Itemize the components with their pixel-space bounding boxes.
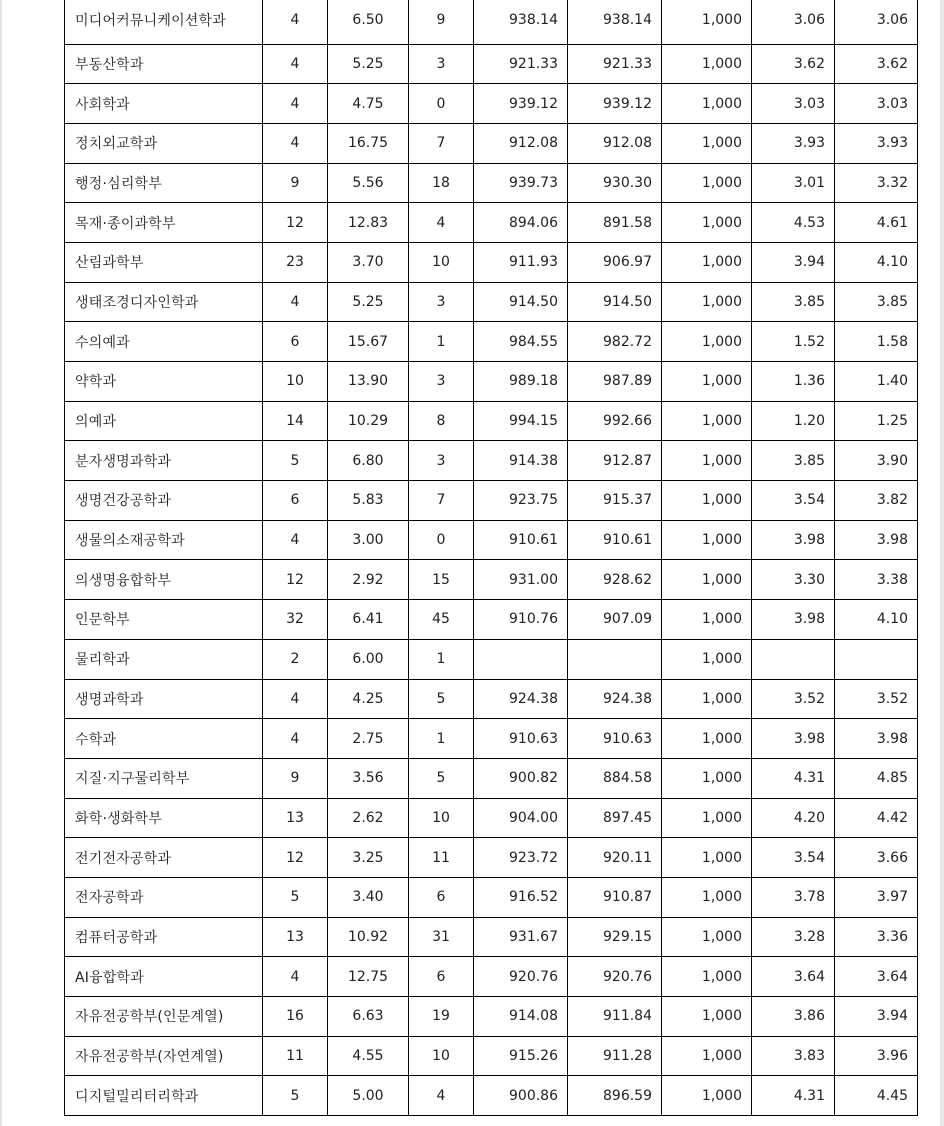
quota-cell: 4 — [263, 719, 328, 759]
score-cutoff-cell: 920.76 — [568, 957, 662, 997]
competition-rate-cell: 6.41 — [328, 600, 409, 640]
waitlist-cell: 10 — [409, 1036, 474, 1076]
table-row — [65, 520, 918, 560]
table-row — [65, 560, 918, 600]
score-average-cell: 923.72 — [474, 838, 568, 878]
grade-average-cell — [752, 639, 835, 679]
grade-cutoff-cell: 3.66 — [835, 838, 918, 878]
score-average-cell: 914.38 — [474, 441, 568, 481]
score-cutoff-cell: 897.45 — [568, 798, 662, 838]
grade-cutoff-cell: 3.38 — [835, 560, 918, 600]
score-average-cell: 894.06 — [474, 203, 568, 243]
department-name: 의예과 — [65, 401, 263, 441]
grade-average-cell: 3.54 — [752, 481, 835, 521]
table-row — [65, 0, 918, 44]
max-score-cell: 1,000 — [662, 1076, 752, 1116]
score-average-cell: 920.76 — [474, 957, 568, 997]
department-name: 수의예과 — [65, 322, 263, 362]
competition-rate-cell: 6.80 — [328, 441, 409, 481]
grade-average-cell: 3.85 — [752, 282, 835, 322]
table-row — [65, 44, 918, 84]
department-name: 컴퓨터공학과 — [65, 917, 263, 957]
table-row — [65, 1036, 918, 1076]
quota-cell: 6 — [263, 322, 328, 362]
max-score-cell: 1,000 — [662, 441, 752, 481]
table-row — [65, 957, 918, 997]
grade-cutoff-cell: 3.82 — [835, 481, 918, 521]
score-cutoff-cell: 992.66 — [568, 401, 662, 441]
department-name: 화학·생화학부 — [65, 798, 263, 838]
quota-cell: 4 — [263, 282, 328, 322]
quota-cell: 4 — [263, 0, 328, 44]
competition-rate-cell: 10.29 — [328, 401, 409, 441]
competition-rate-cell: 5.25 — [328, 44, 409, 84]
max-score-cell: 1,000 — [662, 0, 752, 44]
grade-cutoff-cell: 4.42 — [835, 798, 918, 838]
grade-cutoff-cell: 1.25 — [835, 401, 918, 441]
waitlist-cell: 6 — [409, 877, 474, 917]
quota-cell: 4 — [263, 679, 328, 719]
table-row — [65, 203, 918, 243]
quota-cell: 4 — [263, 44, 328, 84]
quota-cell: 2 — [263, 639, 328, 679]
competition-rate-cell: 3.40 — [328, 877, 409, 917]
competition-rate-cell: 15.67 — [328, 322, 409, 362]
waitlist-cell: 45 — [409, 600, 474, 640]
department-name: 목재·종이과학부 — [65, 203, 263, 243]
table-row — [65, 798, 918, 838]
score-cutoff-cell: 911.28 — [568, 1036, 662, 1076]
table-row — [65, 838, 918, 878]
competition-rate-cell: 13.90 — [328, 362, 409, 402]
grade-average-cell: 3.86 — [752, 997, 835, 1037]
table-row — [65, 163, 918, 203]
competition-rate-cell: 6.50 — [328, 0, 409, 44]
department-name: 자유전공학부(인문계열) — [65, 997, 263, 1037]
score-cutoff-cell: 891.58 — [568, 203, 662, 243]
competition-rate-cell: 3.70 — [328, 242, 409, 282]
grade-cutoff-cell: 3.85 — [835, 282, 918, 322]
score-average-cell: 911.93 — [474, 242, 568, 282]
grade-cutoff-cell: 3.93 — [835, 123, 918, 163]
quota-cell: 13 — [263, 917, 328, 957]
table-body — [65, 0, 918, 1116]
admission-results-table-container — [64, 0, 918, 1116]
max-score-cell: 1,000 — [662, 560, 752, 600]
table-row — [65, 84, 918, 124]
waitlist-cell: 10 — [409, 798, 474, 838]
competition-rate-cell: 5.25 — [328, 282, 409, 322]
competition-rate-cell: 12.75 — [328, 957, 409, 997]
grade-average-cell: 1.20 — [752, 401, 835, 441]
score-average-cell: 914.08 — [474, 997, 568, 1037]
max-score-cell: 1,000 — [662, 917, 752, 957]
department-name: 전자공학과 — [65, 877, 263, 917]
grade-average-cell: 3.98 — [752, 520, 835, 560]
quota-cell: 4 — [263, 123, 328, 163]
competition-rate-cell: 2.75 — [328, 719, 409, 759]
grade-average-cell: 3.78 — [752, 877, 835, 917]
max-score-cell: 1,000 — [662, 401, 752, 441]
score-cutoff-cell: 914.50 — [568, 282, 662, 322]
score-cutoff-cell: 912.87 — [568, 441, 662, 481]
score-cutoff-cell: 924.38 — [568, 679, 662, 719]
score-average-cell: 910.61 — [474, 520, 568, 560]
quota-cell: 9 — [263, 758, 328, 798]
quota-cell: 4 — [263, 84, 328, 124]
grade-average-cell: 3.28 — [752, 917, 835, 957]
competition-rate-cell: 3.00 — [328, 520, 409, 560]
table-row — [65, 242, 918, 282]
table-row — [65, 362, 918, 402]
grade-cutoff-cell: 3.36 — [835, 917, 918, 957]
waitlist-cell: 18 — [409, 163, 474, 203]
table-row — [65, 282, 918, 322]
score-average-cell: 914.50 — [474, 282, 568, 322]
max-score-cell: 1,000 — [662, 242, 752, 282]
competition-rate-cell: 2.62 — [328, 798, 409, 838]
score-average-cell: 904.00 — [474, 798, 568, 838]
quota-cell: 4 — [263, 957, 328, 997]
max-score-cell: 1,000 — [662, 679, 752, 719]
waitlist-cell: 8 — [409, 401, 474, 441]
grade-cutoff-cell: 3.94 — [835, 997, 918, 1037]
grade-average-cell: 3.94 — [752, 242, 835, 282]
grade-average-cell: 3.85 — [752, 441, 835, 481]
department-name: 생명과학과 — [65, 679, 263, 719]
grade-average-cell: 1.36 — [752, 362, 835, 402]
grade-average-cell: 4.31 — [752, 1076, 835, 1116]
max-score-cell: 1,000 — [662, 123, 752, 163]
grade-cutoff-cell: 3.06 — [835, 0, 918, 44]
waitlist-cell: 1 — [409, 322, 474, 362]
waitlist-cell: 4 — [409, 203, 474, 243]
grade-cutoff-cell: 3.62 — [835, 44, 918, 84]
max-score-cell: 1,000 — [662, 84, 752, 124]
max-score-cell: 1,000 — [662, 203, 752, 243]
score-cutoff-cell: 928.62 — [568, 560, 662, 600]
grade-cutoff-cell: 3.32 — [835, 163, 918, 203]
table-row — [65, 401, 918, 441]
score-average-cell: 938.14 — [474, 0, 568, 44]
quota-cell: 5 — [263, 877, 328, 917]
grade-cutoff-cell: 3.96 — [835, 1036, 918, 1076]
quota-cell: 5 — [263, 1076, 328, 1116]
grade-cutoff-cell: 3.97 — [835, 877, 918, 917]
score-average-cell: 921.33 — [474, 44, 568, 84]
admission-results-table — [64, 0, 918, 1116]
grade-average-cell: 3.98 — [752, 719, 835, 759]
department-name: 디지털밀리터리학과 — [65, 1076, 263, 1116]
waitlist-cell: 15 — [409, 560, 474, 600]
quota-cell: 9 — [263, 163, 328, 203]
grade-cutoff-cell: 3.90 — [835, 441, 918, 481]
table-row — [65, 639, 918, 679]
department-name: 생태조경디자인학과 — [65, 282, 263, 322]
waitlist-cell: 31 — [409, 917, 474, 957]
score-cutoff-cell: 987.89 — [568, 362, 662, 402]
waitlist-cell: 9 — [409, 0, 474, 44]
max-score-cell: 1,000 — [662, 798, 752, 838]
department-name: 약학과 — [65, 362, 263, 402]
score-cutoff-cell: 912.08 — [568, 123, 662, 163]
score-average-cell: 939.73 — [474, 163, 568, 203]
grade-average-cell: 3.06 — [752, 0, 835, 44]
grade-average-cell: 3.98 — [752, 600, 835, 640]
department-name: 의생명융합학부 — [65, 560, 263, 600]
max-score-cell: 1,000 — [662, 877, 752, 917]
score-cutoff-cell: 910.61 — [568, 520, 662, 560]
score-average-cell: 984.55 — [474, 322, 568, 362]
table-row — [65, 1076, 918, 1116]
quota-cell: 11 — [263, 1036, 328, 1076]
score-average-cell: 924.38 — [474, 679, 568, 719]
max-score-cell: 1,000 — [662, 639, 752, 679]
score-cutoff-cell: 906.97 — [568, 242, 662, 282]
department-name: 사회학과 — [65, 84, 263, 124]
grade-average-cell: 3.83 — [752, 1036, 835, 1076]
max-score-cell: 1,000 — [662, 838, 752, 878]
waitlist-cell: 5 — [409, 758, 474, 798]
department-name: 미디어커뮤니케이션학과 — [65, 0, 263, 44]
waitlist-cell: 0 — [409, 520, 474, 560]
score-average-cell: 900.82 — [474, 758, 568, 798]
score-average-cell: 989.18 — [474, 362, 568, 402]
max-score-cell: 1,000 — [662, 362, 752, 402]
score-cutoff-cell: 907.09 — [568, 600, 662, 640]
table-row — [65, 917, 918, 957]
grade-average-cell: 3.01 — [752, 163, 835, 203]
waitlist-cell: 3 — [409, 282, 474, 322]
waitlist-cell: 5 — [409, 679, 474, 719]
grade-cutoff-cell: 4.10 — [835, 242, 918, 282]
grade-cutoff-cell: 3.64 — [835, 957, 918, 997]
quota-cell: 32 — [263, 600, 328, 640]
score-cutoff-cell: 911.84 — [568, 997, 662, 1037]
competition-rate-cell: 4.75 — [328, 84, 409, 124]
competition-rate-cell: 6.63 — [328, 997, 409, 1037]
max-score-cell: 1,000 — [662, 163, 752, 203]
department-name: 인문학부 — [65, 600, 263, 640]
table-row — [65, 600, 918, 640]
quota-cell: 12 — [263, 560, 328, 600]
grade-average-cell: 1.52 — [752, 322, 835, 362]
waitlist-cell: 11 — [409, 838, 474, 878]
competition-rate-cell: 5.83 — [328, 481, 409, 521]
quota-cell: 13 — [263, 798, 328, 838]
quota-cell: 14 — [263, 401, 328, 441]
department-name: 물리학과 — [65, 639, 263, 679]
grade-average-cell: 4.53 — [752, 203, 835, 243]
competition-rate-cell: 10.92 — [328, 917, 409, 957]
score-average-cell — [474, 639, 568, 679]
max-score-cell: 1,000 — [662, 957, 752, 997]
competition-rate-cell: 3.56 — [328, 758, 409, 798]
grade-average-cell: 3.62 — [752, 44, 835, 84]
score-average-cell: 915.26 — [474, 1036, 568, 1076]
grade-average-cell: 3.03 — [752, 84, 835, 124]
max-score-cell: 1,000 — [662, 520, 752, 560]
department-name: 분자생명과학과 — [65, 441, 263, 481]
grade-cutoff-cell: 3.98 — [835, 719, 918, 759]
competition-rate-cell: 4.25 — [328, 679, 409, 719]
score-average-cell: 900.86 — [474, 1076, 568, 1116]
score-average-cell: 916.52 — [474, 877, 568, 917]
score-cutoff-cell: 938.14 — [568, 0, 662, 44]
table-row — [65, 481, 918, 521]
grade-cutoff-cell: 3.98 — [835, 520, 918, 560]
department-name: 지질·지구물리학부 — [65, 758, 263, 798]
max-score-cell: 1,000 — [662, 758, 752, 798]
table-row — [65, 877, 918, 917]
score-cutoff-cell: 910.63 — [568, 719, 662, 759]
competition-rate-cell: 5.56 — [328, 163, 409, 203]
score-average-cell: 912.08 — [474, 123, 568, 163]
competition-rate-cell: 3.25 — [328, 838, 409, 878]
max-score-cell: 1,000 — [662, 322, 752, 362]
score-average-cell: 923.75 — [474, 481, 568, 521]
score-cutoff-cell: 939.12 — [568, 84, 662, 124]
waitlist-cell: 19 — [409, 997, 474, 1037]
score-cutoff-cell: 921.33 — [568, 44, 662, 84]
waitlist-cell: 7 — [409, 481, 474, 521]
grade-cutoff-cell: 1.40 — [835, 362, 918, 402]
max-score-cell: 1,000 — [662, 600, 752, 640]
score-average-cell: 931.00 — [474, 560, 568, 600]
score-average-cell: 931.67 — [474, 917, 568, 957]
department-name: AI융합학과 — [65, 957, 263, 997]
score-cutoff-cell: 910.87 — [568, 877, 662, 917]
grade-average-cell: 3.64 — [752, 957, 835, 997]
competition-rate-cell: 6.00 — [328, 639, 409, 679]
table-row — [65, 679, 918, 719]
page-edge-left — [0, 0, 2, 1126]
table-row — [65, 441, 918, 481]
max-score-cell: 1,000 — [662, 719, 752, 759]
competition-rate-cell: 5.00 — [328, 1076, 409, 1116]
department-name: 정치외교학과 — [65, 123, 263, 163]
max-score-cell: 1,000 — [662, 44, 752, 84]
competition-rate-cell: 16.75 — [328, 123, 409, 163]
max-score-cell: 1,000 — [662, 1036, 752, 1076]
grade-average-cell: 3.54 — [752, 838, 835, 878]
table-row — [65, 123, 918, 163]
score-cutoff-cell: 915.37 — [568, 481, 662, 521]
max-score-cell: 1,000 — [662, 282, 752, 322]
department-name: 산림과학부 — [65, 242, 263, 282]
score-average-cell: 939.12 — [474, 84, 568, 124]
quota-cell: 4 — [263, 520, 328, 560]
quota-cell: 6 — [263, 481, 328, 521]
grade-average-cell: 3.93 — [752, 123, 835, 163]
department-name: 행정·심리학부 — [65, 163, 263, 203]
grade-cutoff-cell: 4.61 — [835, 203, 918, 243]
grade-cutoff-cell: 4.45 — [835, 1076, 918, 1116]
quota-cell: 10 — [263, 362, 328, 402]
waitlist-cell: 4 — [409, 1076, 474, 1116]
department-name: 생물의소재공학과 — [65, 520, 263, 560]
competition-rate-cell: 4.55 — [328, 1036, 409, 1076]
quota-cell: 12 — [263, 838, 328, 878]
waitlist-cell: 3 — [409, 362, 474, 402]
department-name: 전기전자공학과 — [65, 838, 263, 878]
competition-rate-cell: 12.83 — [328, 203, 409, 243]
max-score-cell: 1,000 — [662, 997, 752, 1037]
table-row — [65, 719, 918, 759]
grade-average-cell: 4.31 — [752, 758, 835, 798]
waitlist-cell: 3 — [409, 441, 474, 481]
department-name: 부동산학과 — [65, 44, 263, 84]
grade-cutoff-cell: 3.03 — [835, 84, 918, 124]
table-row — [65, 758, 918, 798]
grade-cutoff-cell: 4.10 — [835, 600, 918, 640]
department-name: 생명건강공학과 — [65, 481, 263, 521]
quota-cell: 5 — [263, 441, 328, 481]
score-cutoff-cell: 920.11 — [568, 838, 662, 878]
waitlist-cell: 10 — [409, 242, 474, 282]
grade-average-cell: 4.20 — [752, 798, 835, 838]
quota-cell: 16 — [263, 997, 328, 1037]
waitlist-cell: 6 — [409, 957, 474, 997]
grade-cutoff-cell: 1.58 — [835, 322, 918, 362]
department-name: 자유전공학부(자연계열) — [65, 1036, 263, 1076]
waitlist-cell: 0 — [409, 84, 474, 124]
waitlist-cell: 1 — [409, 639, 474, 679]
score-cutoff-cell: 896.59 — [568, 1076, 662, 1116]
score-average-cell: 994.15 — [474, 401, 568, 441]
waitlist-cell: 1 — [409, 719, 474, 759]
grade-cutoff-cell: 4.85 — [835, 758, 918, 798]
waitlist-cell: 3 — [409, 44, 474, 84]
quota-cell: 12 — [263, 203, 328, 243]
score-cutoff-cell: 982.72 — [568, 322, 662, 362]
competition-rate-cell: 2.92 — [328, 560, 409, 600]
quota-cell: 23 — [263, 242, 328, 282]
scrollbar-track[interactable] — [940, 0, 944, 1126]
score-cutoff-cell: 930.30 — [568, 163, 662, 203]
grade-cutoff-cell — [835, 639, 918, 679]
department-name: 수학과 — [65, 719, 263, 759]
table-row — [65, 997, 918, 1037]
score-cutoff-cell: 884.58 — [568, 758, 662, 798]
score-average-cell: 910.63 — [474, 719, 568, 759]
max-score-cell: 1,000 — [662, 481, 752, 521]
score-cutoff-cell: 929.15 — [568, 917, 662, 957]
table-row — [65, 322, 918, 362]
grade-average-cell: 3.52 — [752, 679, 835, 719]
score-average-cell: 910.76 — [474, 600, 568, 640]
grade-cutoff-cell: 3.52 — [835, 679, 918, 719]
score-cutoff-cell — [568, 639, 662, 679]
waitlist-cell: 7 — [409, 123, 474, 163]
grade-average-cell: 3.30 — [752, 560, 835, 600]
